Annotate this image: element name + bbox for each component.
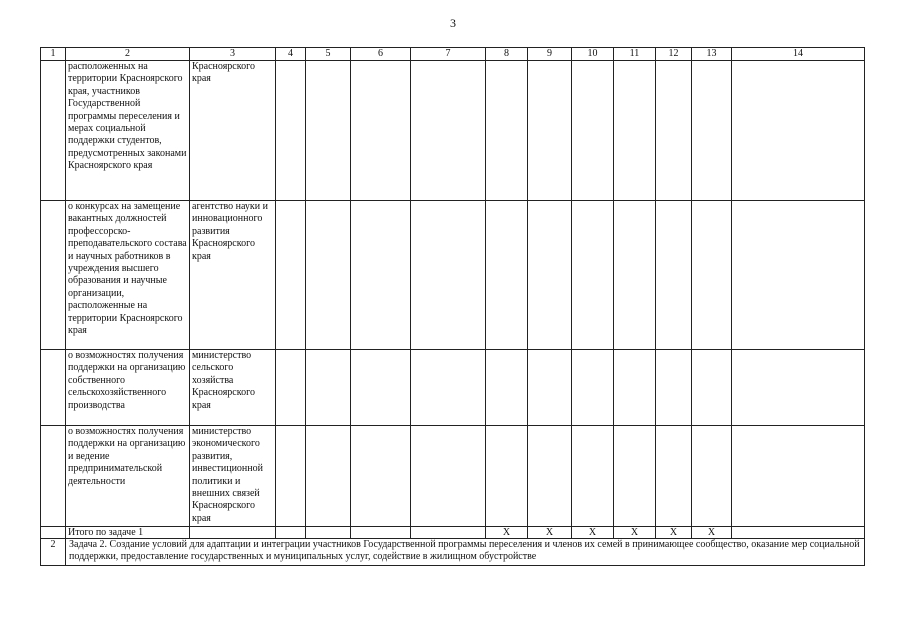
- measure-cell: расположенных на территории Красноярского края, участников Государственной программы переселения и мерах социальной поддержки студентов, предусмотренных законами Красноярского края: [66, 61, 190, 201]
- x-mark: X: [692, 527, 732, 539]
- col-header: 7: [411, 48, 486, 61]
- total-row: [41, 527, 865, 539]
- page-number: 3: [450, 16, 456, 30]
- total-label: Итого по задаче 1: [66, 527, 190, 539]
- col-header: 4: [276, 48, 306, 61]
- col-header: 3: [190, 48, 276, 61]
- task-2-text: Задача 2. Создание условий для адаптации и интеграции участников Государственной программы переселения и членов их семей в принимающее сообщество, оказание мер социальной поддержки, предоставление государственных и муниципальных услуг, содействие в жилищном обустройстве: [66, 539, 865, 566]
- executor-cell: Красноярского края: [190, 61, 276, 201]
- x-mark: X: [572, 527, 614, 539]
- measure-cell: о возможностях получения поддержки на организацию собственного сельскохозяйственного производства: [66, 350, 190, 426]
- x-mark: X: [656, 527, 692, 539]
- column-number-row: [41, 48, 865, 61]
- col-header: 9: [528, 48, 572, 61]
- col-header: 2: [66, 48, 190, 61]
- task-2-row: [41, 539, 865, 566]
- col-header: 1: [41, 48, 66, 61]
- table-row: [41, 201, 865, 350]
- x-mark: X: [528, 527, 572, 539]
- program-table: [40, 47, 865, 566]
- col-header: 5: [306, 48, 351, 61]
- col-header: 13: [692, 48, 732, 61]
- table-row: [41, 350, 865, 426]
- table-row: [41, 426, 865, 527]
- col-header: 10: [572, 48, 614, 61]
- executor-cell: министерство экономического развития, инвестиционной политики и внешних связей Красноярского края: [190, 426, 276, 527]
- executor-cell: агентство науки и инновационного развития Красноярского края: [190, 201, 276, 350]
- executor-cell: министерство сельского хозяйства Красноярского края: [190, 350, 276, 426]
- col-header: 6: [351, 48, 411, 61]
- col-header: 8: [486, 48, 528, 61]
- measure-cell: о возможностях получения поддержки на организацию и ведение предпринимательской деятельности: [66, 426, 190, 527]
- x-mark: X: [614, 527, 656, 539]
- task-number: 2: [41, 539, 66, 566]
- measure-cell: о конкурсах на замещение вакантных должностей профессорско-преподавательского состава и научных работников в учреждения высшего образования и научные организации, расположенные на территории Красноярского края: [66, 201, 190, 350]
- col-header: 11: [614, 48, 656, 61]
- x-mark: X: [486, 527, 528, 539]
- col-header: 14: [732, 48, 865, 61]
- col-header: 12: [656, 48, 692, 61]
- table-row: [41, 61, 865, 201]
